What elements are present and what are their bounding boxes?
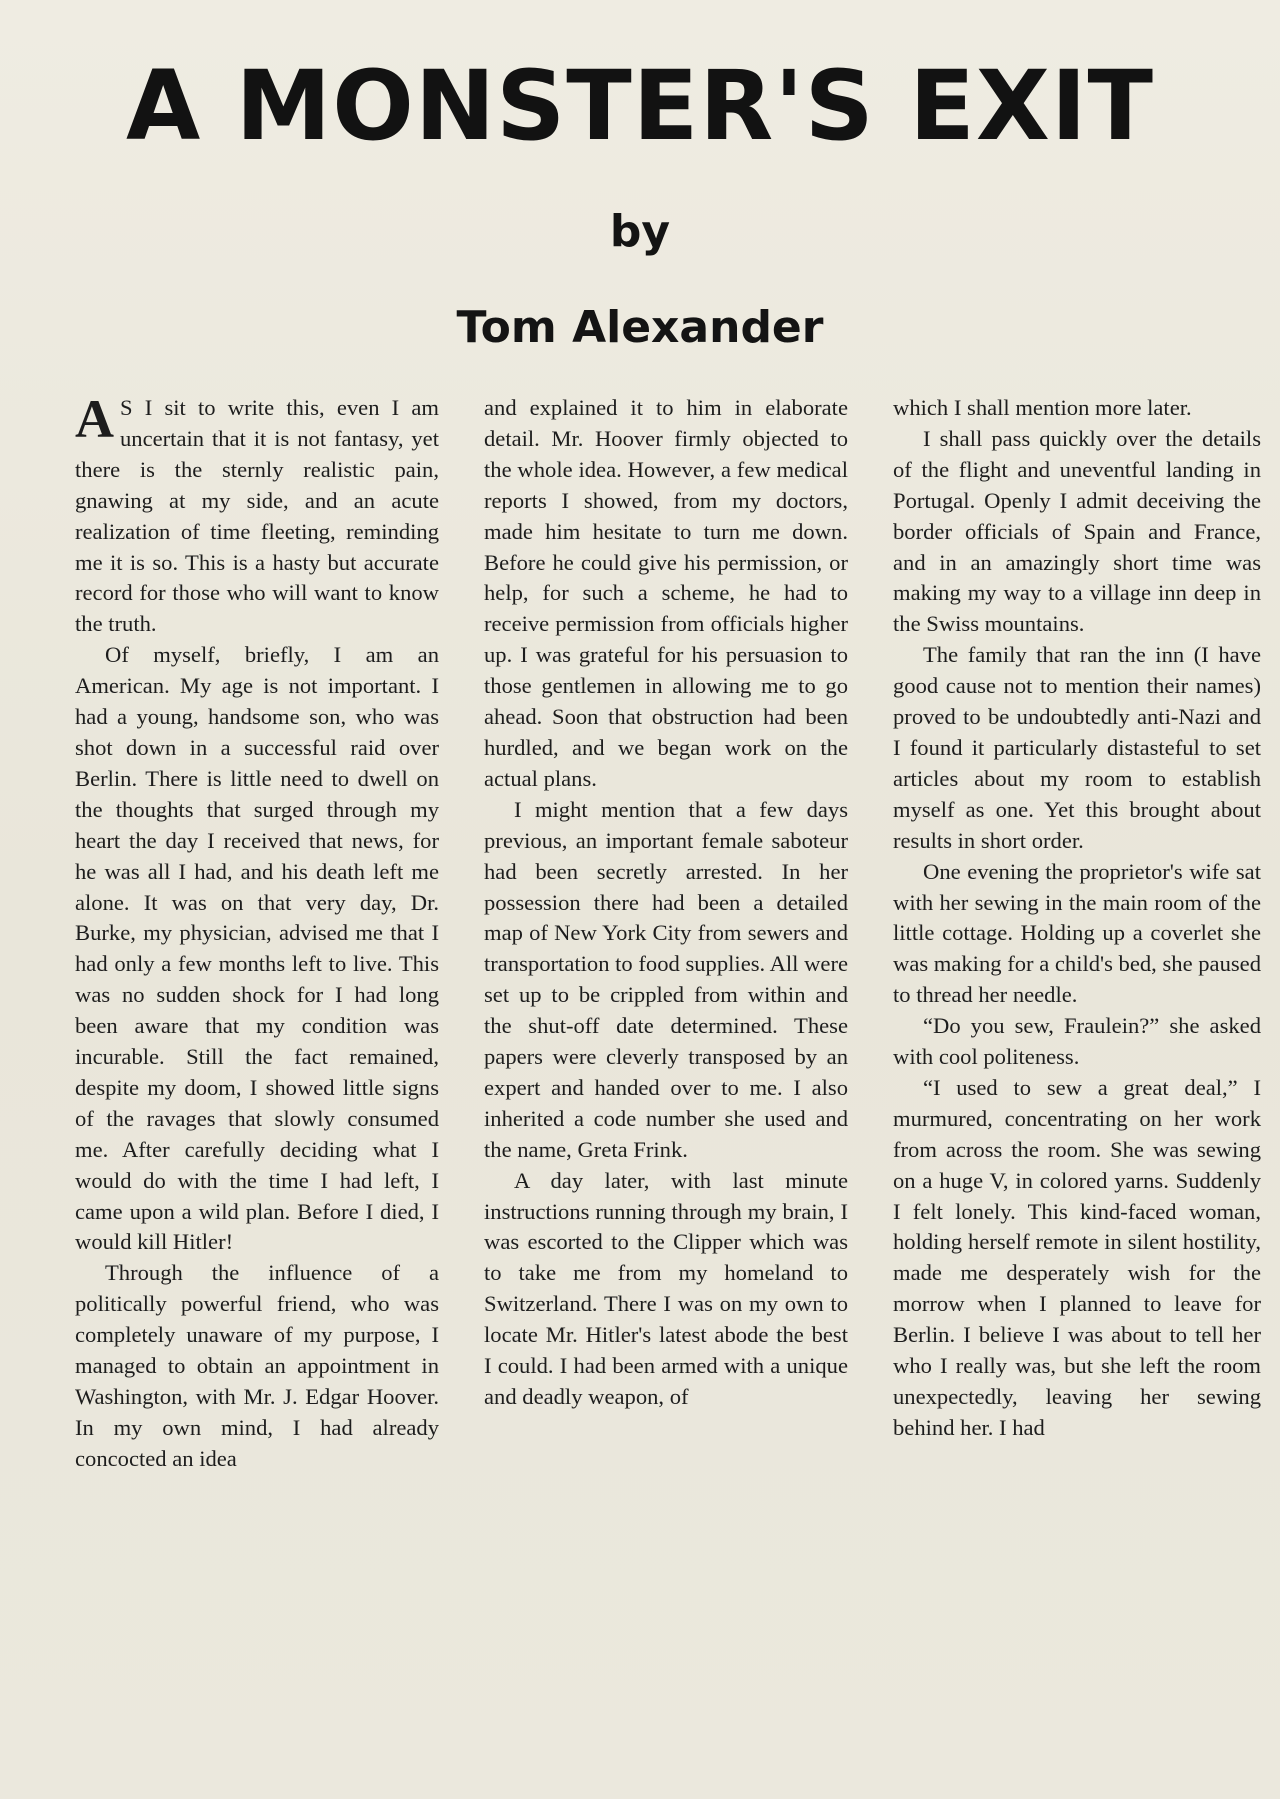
paragraph: I shall pass quickly over the details of the flight and uneventful landing in Portugal. Openly I admit deceiving the border officials of Spain and France, and in an amazingly short time was making my way to a village inn deep in the Swiss mountains. [893,425,1261,637]
byline-by: by [609,206,671,257]
paragraph: “Do you sew, Fraulein?” she asked with cool politeness. [893,1013,1261,1070]
text-column-1 [75,389,439,1475]
author-name: Tom Alexander [456,302,824,353]
text-column-2 [484,393,848,1413]
paragraph: and explained it to him in elaborate detail. Mr. Hoover firmly objected to the whole idea. However, a few medical reports I showed, from my doctors, made him hesitate to turn me down. Before he could give his permission, or help, for such a scheme, he had to receive permission from officials higher up. I was grateful for his persuasion to those gentlemen in allowing me to go ahead. Soon that obstruction had been hurdled, and we began work on the actual plans. [484,395,848,791]
paragraph: One evening the proprietor's wife sat with her sewing in the main room of the little cottage. Holding up a coverlet she was making for a child's bed, she paused to thread her needle. [893,858,1261,1008]
paragraph: A day later, with last minute instructions running through my brain, I was escorted to the Clipper which was to take me from my homeland to Switzerland. There I was on my own to locate Mr. Hitler's latest abode the best I could. I had been armed with a unique and deadly weapon, of [484,1167,848,1409]
paragraph: Of myself, briefly, I am an American. My age is not important. I had a young, handsome son, who was shot down in a successful raid over Berlin. There is little need to dwell on the thoughts that surged through my heart the day I received that news, for he was all I had, and his death left me alone. It was on that very day, Dr. Burke, my physician, advised me that I had only a few months left to live. This was no sudden shock for I had long been aware that my condition was incurable. Still the fact remained, despite my doom, I showed little signs of the ravages that slowly consumed me. After carefully deciding what I would do with the time I had left, I came upon a wild plan. Before I died, I would kill Hitler! [75,642,439,1255]
article-title: A MONSTER'S EXIT [125,50,1155,162]
paragraph: Through the influence of a politically powerful friend, who was completely unaware of my purpose, I managed to obtain an appointment in Washington, with Mr. J. Edgar Hoover. In my own mind, I had already concocted an idea [75,1260,439,1471]
article-body [75,389,1265,1733]
drop-cap: A [75,389,114,449]
paragraph: The family that ran the inn (I have good cause not to mention their names) proved to be undoubtedly anti-Nazi and I found it particularly distasteful to set articles about my room to establish myself as one. Yet this brought about results in short order. [893,642,1261,853]
paragraph: I might mention that a few days previous, an important female saboteur had been secretly arrested. In her possession there had been a detailed map of New York City from sewers and transportation to food supplies. All were set up to be crippled from within and the shut-off date determined. These papers were cleverly transposed by an expert and handed over to me. I also inherited a code number she used and the name, Greta Frink. [484,796,848,1162]
paragraph: which I shall mention more later. [893,395,1192,420]
paragraph [75,389,439,640]
paragraph-text: S I sit to write this, even I am uncertain that it is not fantasy, yet there is the sternly realistic pain, gnawing at my side, and an acute realization of time fleeting, reminding me it is so. This is a hasty but accurate record for those who will want to know the truth. [75,395,439,637]
text-column-3 [893,393,1261,1444]
paragraph: “I used to sew a great deal,” I murmured, concentrating on her work from across the room. She was sewing on a huge V, in colored yarns. Suddenly I felt lonely. This kind-faced woman, holding herself remote in silent hostility, made me desperately wish for the morrow when I planned to leave for Berlin. I believe I was about to tell her who I really was, but she left the room unexpectedly, leaving her sewing behind her. I had [893,1074,1261,1440]
